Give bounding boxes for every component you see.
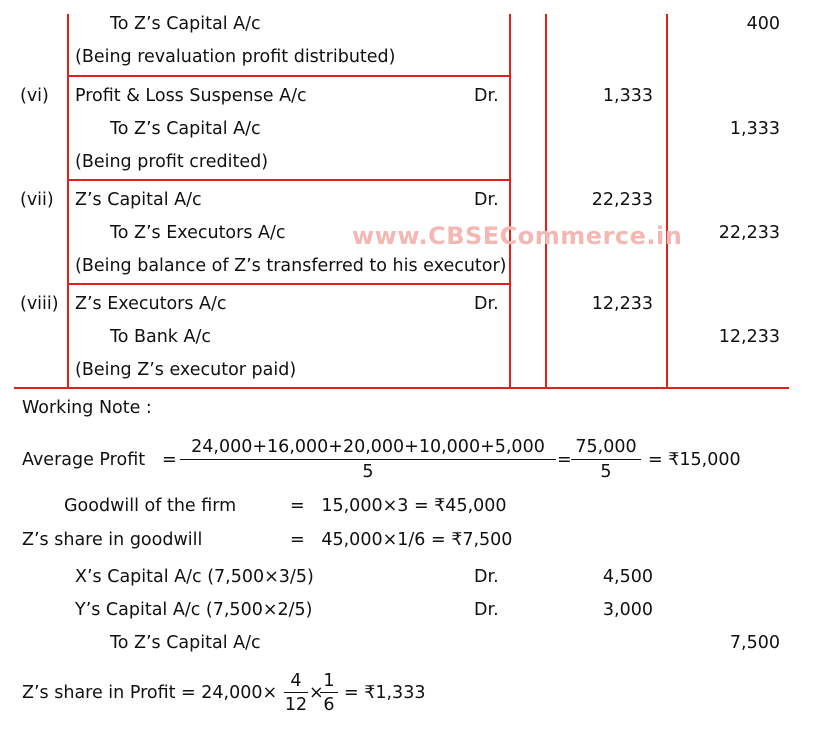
goodwill-label: Goodwill of the firm (64, 496, 237, 516)
dr-marker: Dr. (474, 190, 499, 210)
fraction-2-numerator: 1 (323, 671, 335, 691)
average-profit-mid-fraction (571, 436, 641, 483)
particulars: To Z’s Capital A/c (110, 14, 261, 34)
rule-debit-right (666, 14, 668, 388)
wn-entry-text: X’s Capital A/c (7,500×3/5) (75, 567, 314, 587)
wn-entry-text: To Z’s Capital A/c (110, 633, 261, 653)
debit-amount: 22,233 (591, 190, 653, 210)
z-share-goodwill-label: Z’s share in goodwill (22, 530, 203, 550)
particulars: To Bank A/c (110, 327, 211, 347)
wn-debit-amount: 4,500 (602, 567, 653, 587)
wn-debit-amount: 3,000 (602, 600, 653, 620)
particulars: To Z’s Capital A/c (110, 119, 261, 139)
average-profit-eq: = (162, 450, 177, 470)
fraction-2-denominator: 6 (320, 692, 338, 715)
particulars: (Being profit credited) (75, 152, 269, 172)
rule-table-bottom (14, 387, 789, 389)
entry-id: (viii) (20, 294, 59, 314)
wn-dr-marker: Dr. (474, 567, 499, 587)
average-profit-numerator: 24,000+16,000+20,000+10,000+5,000 (191, 437, 545, 457)
debit-amount: 12,233 (591, 294, 653, 314)
credit-amount: 1,333 (729, 119, 780, 139)
debit-amount: 1,333 (602, 86, 653, 106)
watermark: www.CBSECommerce.in (352, 222, 683, 250)
particulars: (Being revaluation profit distributed) (75, 47, 396, 67)
particulars: Z’s Executors A/c (75, 294, 227, 314)
profit-share-fraction-2 (320, 670, 338, 715)
average-profit-denominator: 5 (180, 459, 556, 483)
rule-after-v (67, 75, 511, 77)
working-note-heading: Working Note : (22, 398, 152, 418)
particulars: Z’s Capital A/c (75, 190, 202, 210)
wn-dr-marker: Dr. (474, 600, 499, 620)
particulars: (Being balance of Z’s transferred to his executor) (75, 256, 507, 276)
particulars: To Z’s Executors A/c (110, 223, 286, 243)
profit-share-prefix: Z’s share in Profit = 24,000× (22, 683, 278, 703)
wn-entry-text: Y’s Capital A/c (7,500×2/5) (75, 600, 313, 620)
fraction-1-denominator: 12 (284, 692, 308, 715)
entry-id: (vi) (20, 86, 49, 106)
rule-particulars-right (509, 14, 511, 388)
wn-credit-amount: 7,500 (729, 633, 780, 653)
fraction-1-numerator: 4 (290, 671, 302, 691)
profit-share-result: = ₹1,333 (344, 683, 426, 703)
goodwill-value: = 15,000×3 = ₹45,000 (290, 496, 507, 516)
particulars: Profit & Loss Suspense A/c (75, 86, 307, 106)
entry-id: (vii) (20, 190, 54, 210)
mid-denominator: 5 (571, 459, 641, 483)
profit-share-fraction-1 (284, 670, 308, 715)
z-share-goodwill-value: = 45,000×1/6 = ₹7,500 (290, 530, 513, 550)
average-profit-eq2: = (557, 450, 572, 470)
average-profit-label: Average Profit (22, 450, 146, 470)
particulars: (Being Z’s executor paid) (75, 360, 297, 380)
average-profit-result: = ₹15,000 (648, 450, 741, 470)
credit-amount: 22,233 (718, 223, 780, 243)
rule-left (67, 14, 69, 388)
rule-after-vi (67, 179, 511, 181)
credit-amount: 400 (746, 14, 780, 34)
rule-after-vii (67, 283, 511, 285)
rule-lf-right (545, 14, 547, 388)
dr-marker: Dr. (474, 294, 499, 314)
credit-amount: 12,233 (718, 327, 780, 347)
average-profit-fraction (180, 436, 556, 483)
mid-numerator: 75,000 (575, 437, 637, 457)
profit-share-times: × (309, 683, 324, 703)
dr-marker: Dr. (474, 86, 499, 106)
